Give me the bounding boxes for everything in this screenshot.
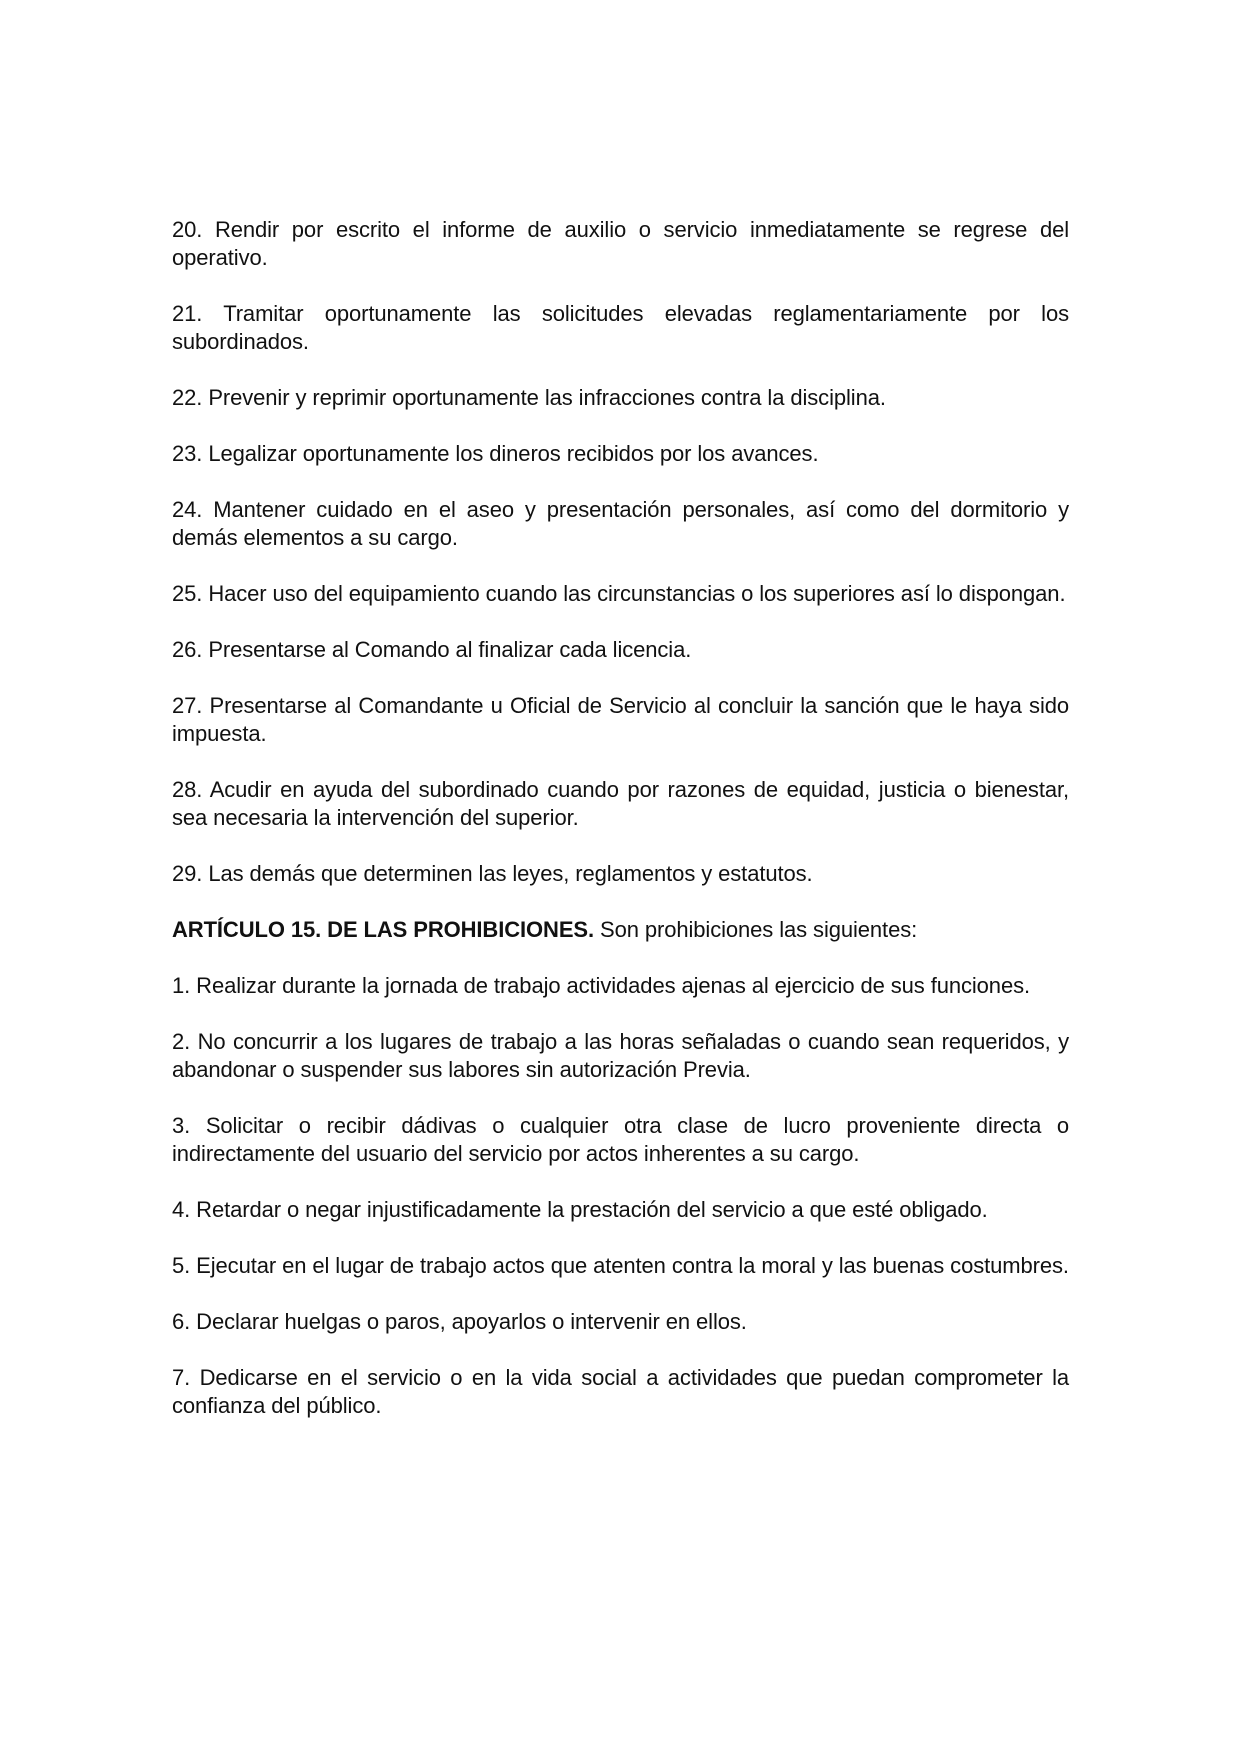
- item-text: No concurrir a los lugares de trabajo a las horas señaladas o cuando sean requeridos, y abandonar o suspender sus labores sin autorización Previa.: [172, 1029, 1069, 1082]
- item-text: Presentarse al Comandante u Oficial de Servicio al concluir la sanción que le haya sido impuesta.: [172, 693, 1070, 746]
- prohibition-item-6: [172, 1308, 1069, 1336]
- item-text: Ejecutar en el lugar de trabajo actos que atenten contra la moral y las buenas costumbres.: [196, 1253, 1069, 1278]
- item-number: 4.: [172, 1197, 191, 1222]
- prohibition-item-2: [172, 1028, 1069, 1084]
- prohibition-item-1: [172, 972, 1069, 1000]
- item-text: Hacer uso del equipamiento cuando las circunstancias o los superiores así lo dispongan.: [208, 581, 1066, 606]
- item-number: 26.: [172, 637, 203, 662]
- list-item-28: [172, 776, 1069, 832]
- prohibition-item-5: [172, 1252, 1069, 1280]
- item-number: 7.: [172, 1365, 191, 1390]
- item-text: Declarar huelgas o paros, apoyarlos o intervenir en ellos.: [196, 1309, 747, 1334]
- item-text: Realizar durante la jornada de trabajo actividades ajenas al ejercicio de sus funciones.: [196, 973, 1030, 998]
- item-number: 22.: [172, 385, 203, 410]
- item-number: 1.: [172, 973, 191, 998]
- list-item-24: [172, 496, 1069, 552]
- item-number: 28.: [172, 777, 203, 802]
- item-text: Dedicarse en el servicio o en la vida social a actividades que puedan comprometer la confianza del público.: [172, 1365, 1069, 1418]
- item-number: 2.: [172, 1029, 191, 1054]
- article-intro: Son prohibiciones las siguientes:: [600, 917, 918, 942]
- prohibition-item-4: [172, 1196, 1069, 1224]
- item-number: 23.: [172, 441, 203, 466]
- item-text: Retardar o negar injustificadamente la prestación del servicio a que esté obligado.: [196, 1197, 988, 1222]
- item-number: 24.: [172, 497, 203, 522]
- item-number: 6.: [172, 1309, 191, 1334]
- item-text: Acudir en ayuda del subordinado cuando por razones de equidad, justicia o bienestar, sea necesaria la intervención del superior.: [172, 777, 1069, 830]
- list-item-26: [172, 636, 1069, 664]
- article-title: ARTÍCULO 15. DE LAS PROHIBICIONES.: [172, 917, 594, 942]
- item-number: 5.: [172, 1253, 191, 1278]
- item-text: Solicitar o recibir dádivas o cualquier otra clase de lucro proveniente directa o indirectamente del usuario del servicio por actos inherentes a su cargo.: [172, 1113, 1070, 1166]
- list-item-22: [172, 384, 1069, 412]
- item-text: Presentarse al Comando al finalizar cada licencia.: [208, 637, 692, 662]
- item-number: 27.: [172, 693, 203, 718]
- document-page: [172, 216, 1069, 1448]
- item-number: 21.: [172, 301, 203, 326]
- item-number: 20.: [172, 217, 203, 242]
- item-number: 3.: [172, 1113, 191, 1138]
- item-number: 25.: [172, 581, 203, 606]
- prohibition-item-3: [172, 1112, 1069, 1168]
- list-item-21: [172, 300, 1069, 356]
- item-text: Las demás que determinen las leyes, reglamentos y estatutos.: [208, 861, 813, 886]
- list-item-20: [172, 216, 1069, 272]
- item-text: Prevenir y reprimir oportunamente las infracciones contra la disciplina.: [208, 385, 886, 410]
- item-text: Tramitar oportunamente las solicitudes elevadas reglamentariamente por los subordinados.: [172, 301, 1069, 354]
- list-item-29: [172, 860, 1069, 888]
- item-number: 29.: [172, 861, 203, 886]
- list-item-27: [172, 692, 1069, 748]
- prohibition-item-7: [172, 1364, 1069, 1420]
- list-item-25: [172, 580, 1069, 608]
- item-text: Rendir por escrito el informe de auxilio o servicio inmediatamente se regrese del operativo.: [172, 217, 1069, 270]
- item-text: Mantener cuidado en el aseo y presentación personales, así como del dormitorio y demás elementos a su cargo.: [172, 497, 1069, 550]
- item-text: Legalizar oportunamente los dineros recibidos por los avances.: [208, 441, 819, 466]
- article-heading: [172, 916, 1069, 944]
- list-item-23: [172, 440, 1069, 468]
